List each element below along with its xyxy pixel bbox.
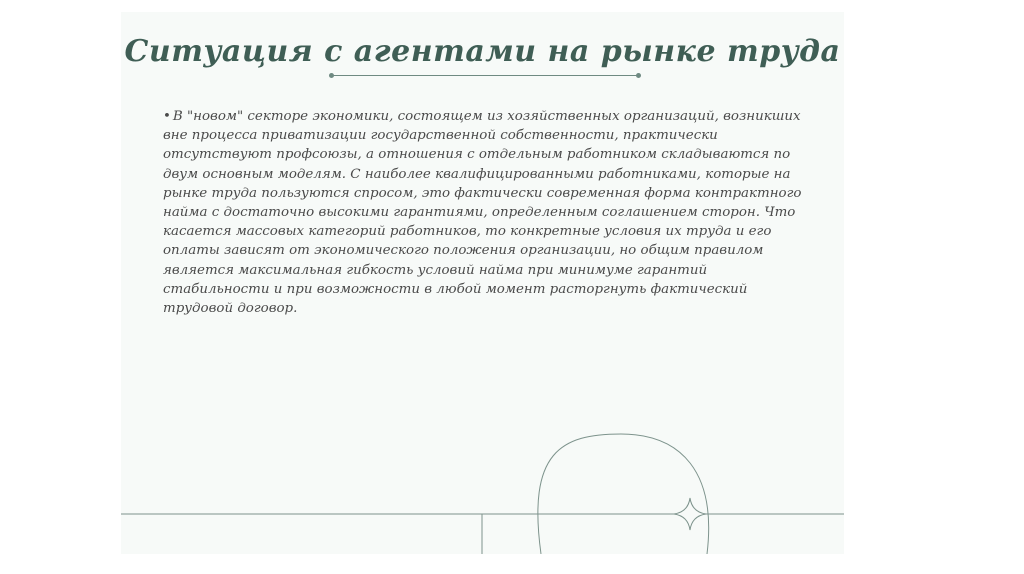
slide-title: Ситуация с агентами на рынке труда <box>124 34 841 69</box>
body-text: В "новом" секторе экономики, состоящем из хозяйственных организаций, возникших вне процесса приватизации государственной собственности, практически отсутствуют профсоюзы, а отношения с отдельным работником складываются по двум основным моделям. С наиболее квалифицированными работниками, которые на рынке труда пользуются спросом, это фактически современная форма контрактного найма с достаточно высокими гарантиями, определенным соглашением сторон. Что касается массовых категорий работников, то конкретные условия их труда и его оплаты зависят от экономического положения организации, но общим правилом является максимальная гибкость условий найма при минимуме гарантий стабильности и при возможности в любой момент расторгнуть фактический трудовой договор. <box>163 109 802 317</box>
bullet-marker: • <box>163 109 171 124</box>
decorative-lines <box>121 12 844 554</box>
slide <box>121 12 844 554</box>
sparkle-icon <box>674 498 706 530</box>
decor-arc <box>538 434 709 554</box>
